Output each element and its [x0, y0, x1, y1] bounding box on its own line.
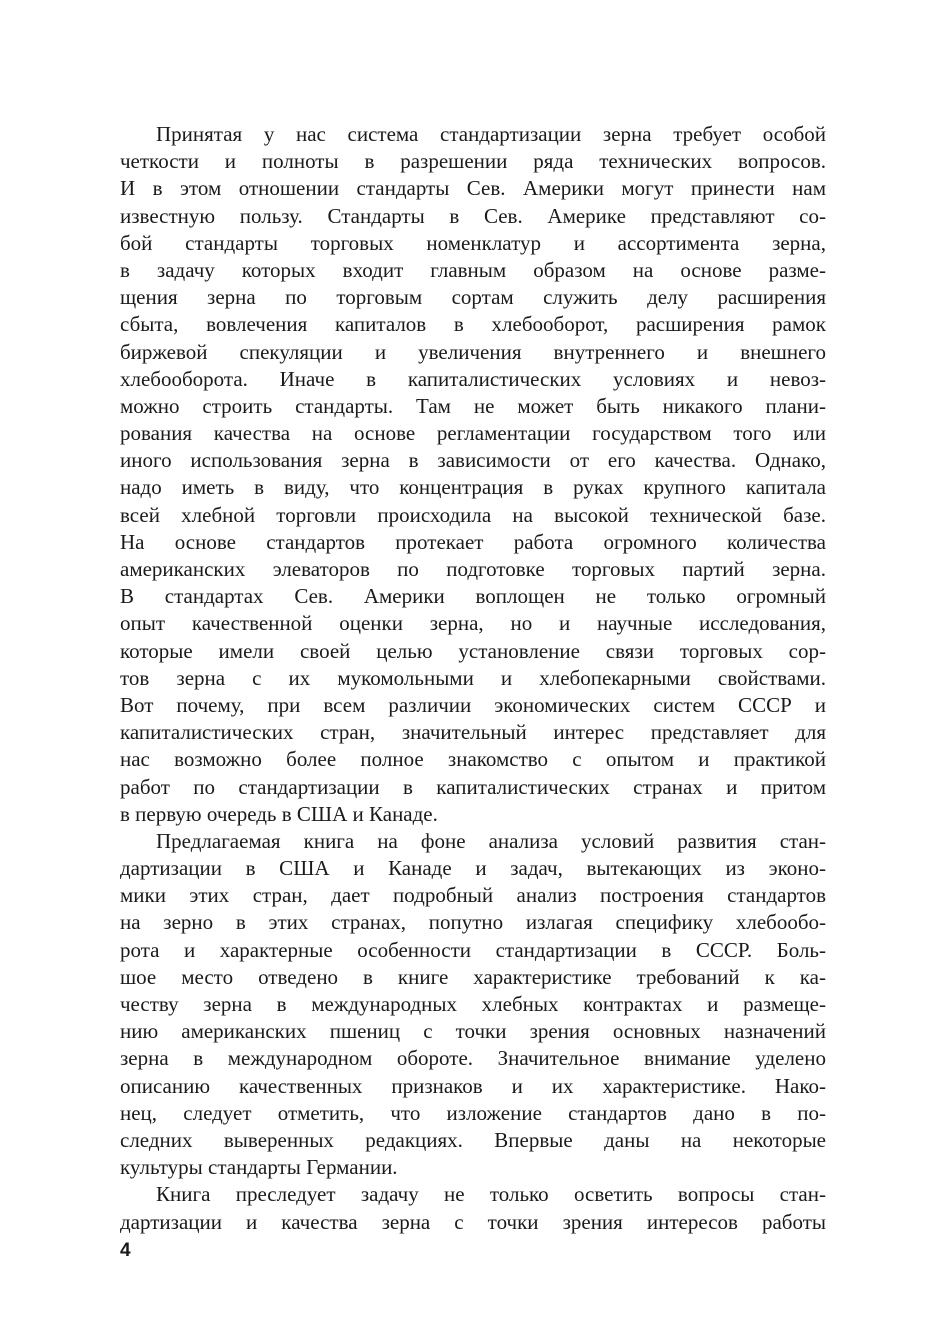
text-line: сбыта, вовлечения капиталов в хлебооборот, расширения рамок	[120, 312, 826, 337]
text-line: на зерно в этих странах, попутно излагая специфику хлебообо-	[120, 910, 826, 935]
text-line: зерна в международном обороте. Значительное внимание уделено	[120, 1046, 826, 1071]
text-line: Книга преследует задачу не только осветить вопросы стан-	[156, 1182, 826, 1207]
text-line: нию американских пшениц с точки зрения основных назначений	[120, 1019, 826, 1044]
page-number: 4	[120, 1240, 131, 1261]
text-line: иного использования зерна в зависимости от его качества. Однако,	[120, 448, 826, 473]
text-line: можно строить стандарты. Там не может быть никакого плани-	[120, 393, 826, 418]
text-line: дартизации в США и Канаде и задач, вытекающих из эконо-	[120, 856, 826, 881]
text-line: нас возможно более полное знакомство с опытом и практикой	[120, 747, 826, 772]
text-line: мики этих стран, дает подробный анализ построения стандартов	[120, 883, 826, 908]
text-line: известную пользу. Стандарты в Сев. Америке представляют со-	[120, 203, 826, 228]
text-line: в задачу которых входит главным образом на основе разме-	[120, 257, 826, 282]
paragraph-3	[120, 1181, 826, 1235]
text-line: рота и характерные особенности стандартизации в СССР. Боль-	[120, 937, 826, 962]
text-line: описанию качественных признаков и их характеристике. Нако-	[120, 1073, 826, 1098]
text-line: капиталистических стран, значительный интерес представляет для	[120, 720, 826, 745]
paragraph-1	[120, 121, 826, 828]
body-text	[120, 121, 826, 1236]
text-line: Вот почему, при всем различии экономических систем СССР и	[120, 692, 826, 717]
text-line: честву зерна в международных хлебных контрактах и размеще-	[120, 992, 826, 1016]
text-line: четкости и полноты в разрешении ряда технических вопросов.	[120, 149, 826, 174]
text-line: опыт качественной оценки зерна, но и научные исследования,	[120, 611, 826, 636]
text-line: бой стандарты торговых номенклатур и ассортимента зерна,	[120, 230, 826, 255]
paragraph-2	[120, 828, 826, 1181]
text-line: надо иметь в виду, что концентрация в руках крупного капитала	[120, 475, 826, 500]
text-line: На основе стандартов протекает работа огромного количества	[120, 529, 826, 554]
text-line: в первую очередь в США и Канаде.	[120, 801, 438, 826]
text-line: Принятая у нас система стандартизации зерна требует особой	[156, 122, 826, 146]
text-line: Предлагаемая книга на фоне анализа условий развития стан-	[156, 828, 826, 853]
text-line: шое место отведено в книге характеристике требований к ка-	[120, 964, 826, 989]
text-line: хлебооборота. Иначе в капиталистических условиях и невоз-	[120, 366, 826, 391]
text-line: всей хлебной торговли происходила на высокой технической базе.	[120, 502, 826, 527]
text-line: дартизации и качества зерна с точки зрения интересов работы	[120, 1209, 826, 1234]
text-line: которые имели своей целью установление связи торговых сор-	[120, 638, 826, 663]
text-line: нец, следует отметить, что изложение стандартов дано в по-	[120, 1100, 826, 1125]
text-line: биржевой спекуляции и увеличения внутреннего и внешнего	[120, 339, 826, 364]
text-line: работ по стандартизации в капиталистических странах и притом	[120, 774, 826, 799]
text-line: американских элеваторов по подготовке торговых партий зерна.	[120, 557, 826, 581]
text-line: тов зерна с их мукомольными и хлебопекарными свойствами.	[120, 665, 826, 690]
text-line: культуры стандарты Германии.	[120, 1155, 398, 1180]
text-line: следних выверенных редакциях. Впервые даны на некоторые	[120, 1127, 826, 1152]
text-line: щения зерна по торговым сортам служить делу расширения	[120, 285, 826, 310]
text-line: И в этом отношении стандарты Сев. Америки могут принести нам	[120, 176, 826, 201]
text-line: В стандартах Сев. Америки воплощен не только огромный	[120, 584, 826, 609]
text-line: рования качества на основе регламентации государством того или	[120, 421, 826, 446]
